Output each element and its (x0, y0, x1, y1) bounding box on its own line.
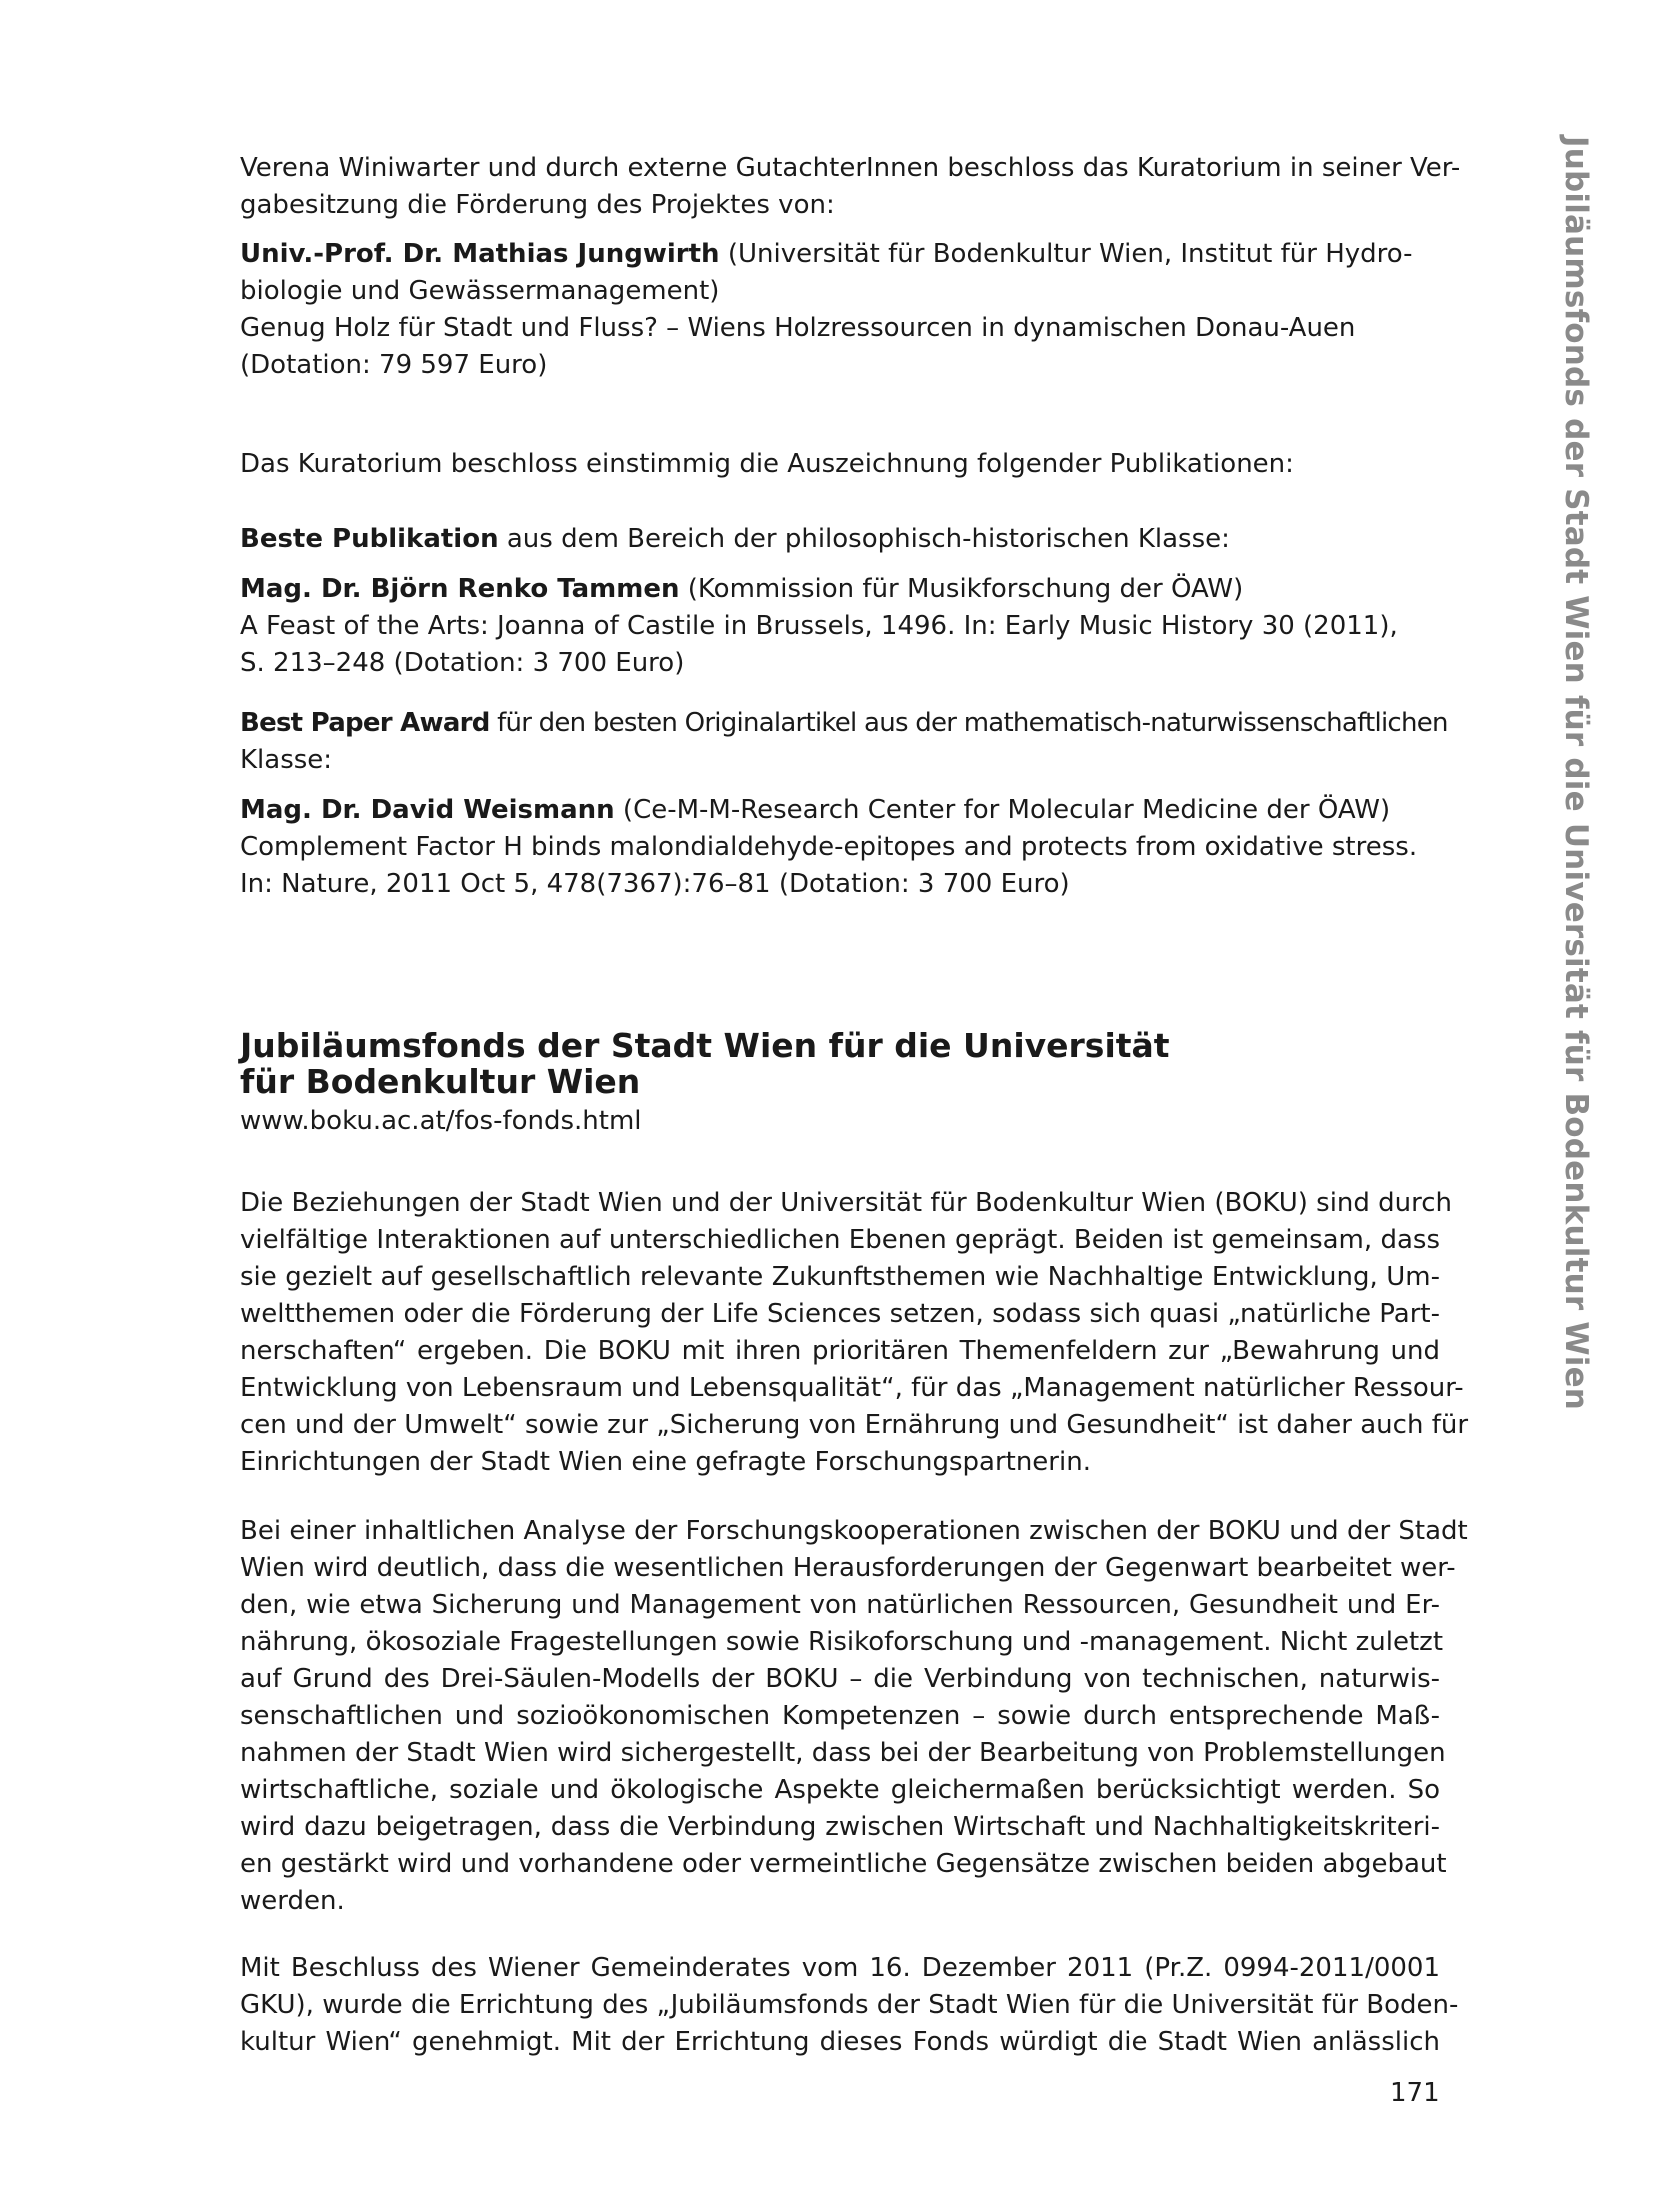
best-publication-person: Mag. Dr. Björn Renko Tammen (240, 574, 680, 604)
paragraph-line: Mit Beschluss des Wiener Gemeinderates vom 16. Dezember 2011 (Pr.Z. 0994-2011/0001 (240, 1953, 1440, 1983)
intro-line: gabesitzung die Förderung des Projektes von: (240, 190, 835, 220)
paragraph-line: nährung, ökosoziale Fragestellungen sowie Risikoforschung und -management. Nicht zuletzt (240, 1627, 1444, 1657)
best-paper-person: Mag. Dr. David Weismann (240, 795, 615, 825)
best-paper-details (240, 792, 1440, 903)
paragraph-line: nahmen der Stadt Wien wird sichergestellt, dass bei der Bearbeitung von Problemstellungen (240, 1738, 1446, 1768)
project-person: Univ.-Prof. Dr. Mathias Jungwirth (240, 239, 720, 269)
best-publication-details (240, 571, 1440, 682)
paragraph-line: auf Grund des Drei-Säulen-Modells der BOKU – die Verbindung von technischen, naturwis- (240, 1664, 1440, 1694)
paragraph-line: GKU), wurde die Errichtung des „Jubiläumsfonds der Stadt Wien für die Universität für Boden- (240, 1990, 1459, 2020)
best-publication-affiliation: (Kommission für Musikforschung der ÖAW) (679, 574, 1244, 604)
paragraph-line: wirtschaftliche, soziale und ökologische Aspekte gleichermaßen berücksichtigt werden. So (240, 1775, 1440, 1805)
best-paper-label (240, 705, 1448, 779)
paragraph-line: sie gezielt auf gesellschaftlich relevante Zukunftsthemen wie Nachhaltige Entwicklung, Um- (240, 1262, 1440, 1292)
best-publication (240, 521, 1440, 682)
paragraph-line: vielfältige Interaktionen auf unterschiedlichen Ebenen geprägt. Beiden ist gemeinsam, dass (240, 1225, 1440, 1255)
best-publication-category: aus dem Bereich der philosophisch-historischen Klasse: (498, 524, 1230, 554)
paragraph-line: weltthemen oder die Förderung der Life Sciences setzen, sodass sich quasi „natürliche Part- (240, 1299, 1440, 1329)
paragraph-line: Die Beziehungen der Stadt Wien und der Universität für Bodenkultur Wien (BOKU) sind durch (240, 1188, 1453, 1218)
section-heading-line: für Bodenkultur Wien (240, 1062, 641, 1101)
best-paper-affiliation: (Ce-M-M-Research Center for Molecular Medicine der ÖAW) (614, 795, 1391, 825)
awards-intro-text: Das Kuratorium beschloss einstimmig die Auszeichnung folgender Publikationen: (240, 449, 1294, 479)
paragraph-line: en gestärkt wird und vorhandene oder vermeintliche Gegensätze zwischen beiden abgebaut (240, 1849, 1447, 1879)
body-paragraph-2 (240, 1513, 1468, 1920)
best-publication-citation: A Feast of the Arts: Joanna of Castile in Brussels, 1496. In: Early Music History 30 (2011), (240, 611, 1398, 641)
section-url: www.boku.ac.at/fos-fonds.html (240, 1106, 642, 1136)
paragraph-line: wird dazu beigetragen, dass die Verbindung zwischen Wirtschaft und Nachhaltigkeitskriteri- (240, 1812, 1440, 1842)
intro-block (240, 150, 1461, 224)
best-publication-label (240, 521, 1440, 558)
paragraph-line: Wien wird deutlich, dass die wesentlichen Herausforderungen der Gegenwart bearbeitet wer- (240, 1553, 1456, 1583)
project-affiliation-cont: biologie und Gewässermanagement) (240, 276, 720, 306)
best-paper-category: für den besten Originalartikel aus der mathematisch-naturwissenschaftlichen (489, 708, 1448, 738)
body-paragraph-1 (240, 1185, 1469, 1481)
best-paper-title: Best Paper Award (240, 708, 490, 738)
paragraph-line: kultur Wien“ genehmigt. Mit der Errichtung dieses Fonds würdigt die Stadt Wien anlässlich (240, 2027, 1440, 2057)
body-paragraph-3 (240, 1950, 1459, 2061)
best-publication-title: Beste Publikation (240, 524, 499, 554)
best-publication-citation: S. 213–248 (Dotation: 3 700 Euro) (240, 648, 685, 678)
best-paper-category-cont: Klasse: (240, 745, 333, 775)
section-heading-line: Jubiläumsfonds der Stadt Wien für die Universität (240, 1026, 1170, 1065)
paragraph-line: Einrichtungen der Stadt Wien eine gefragte Forschungspartnerin. (240, 1447, 1091, 1477)
paragraph-line: werden. (240, 1886, 345, 1916)
intro-paragraph (240, 150, 1461, 224)
paragraph-line: den, wie etwa Sicherung und Management von natürlichen Ressourcen, Gesundheit und Er- (240, 1590, 1440, 1620)
paragraph-line: cen und der Umwelt“ sowie zur „Sicherung von Ernährung und Gesundheit“ ist daher auch für (240, 1410, 1469, 1440)
section-heading (240, 1028, 1440, 1100)
funded-project (240, 236, 1440, 384)
side-running-title (1558, 136, 1618, 1411)
paragraph-line: Bei einer inhaltlichen Analyse der Forschungskooperationen zwischen der BOKU und der Stadt (240, 1516, 1468, 1546)
paragraph-line: Entwicklung von Lebensraum und Lebensqualität“, für das „Management natürlicher Ressour- (240, 1373, 1464, 1403)
side-title-text: Jubiläumsfonds der Stadt Wien für die Universität für Bodenkultur Wien (1558, 136, 1594, 1411)
best-paper-award (240, 705, 1448, 903)
project-title: Genug Holz für Stadt und Fluss? – Wiens Holzressourcen in dynamischen Donau-Auen (240, 313, 1356, 343)
paragraph-line: senschaftlichen und sozioökonomischen Kompetenzen – sowie durch entsprechende Maß- (240, 1701, 1440, 1731)
best-paper-citation: Complement Factor H binds malondialdehyde-epitopes and protects from oxidative stress. (240, 832, 1418, 862)
page-number: 171 (1390, 2078, 1440, 2108)
intro-line: Verena Winiwarter und durch externe GutachterInnen beschloss das Kuratorium in seiner Ver- (240, 153, 1461, 183)
paragraph-line: nerschaften“ ergeben. Die BOKU mit ihren prioritären Themenfeldern zur „Bewahrung und (240, 1336, 1440, 1366)
best-paper-citation: In: Nature, 2011 Oct 5, 478(7367):76–81 (Dotation: 3 700 Euro) (240, 869, 1070, 899)
project-paragraph (240, 236, 1440, 384)
project-dotation: (Dotation: 79 597 Euro) (240, 350, 548, 380)
project-affiliation: (Universität für Bodenkultur Wien, Institut für Hydro- (719, 239, 1413, 269)
awards-intro (240, 446, 1440, 483)
